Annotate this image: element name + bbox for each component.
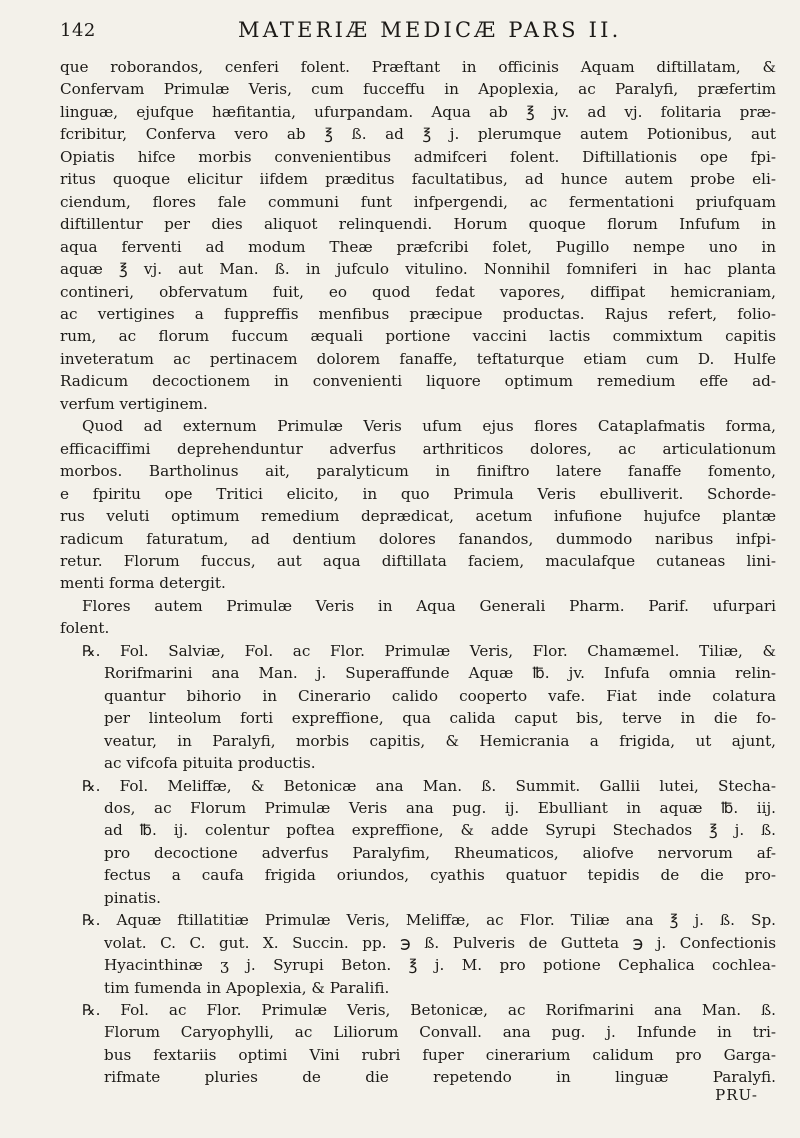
text-line: Flores autem Primulæ Veris in Aqua Generali Pharm. Parif. ufurpari (82, 596, 776, 615)
page-number: 142 (60, 20, 96, 41)
text-line: fectus a caufa frigida oriundos, cyathis quatuor tepidis de die pro- (104, 866, 776, 885)
text-line: quantur bihorio in Cinerario calido cooperto vafe. Fiat inde colatura (104, 686, 776, 705)
text-line: ac vertigines a fuppreffis menfibus præcipue productas. Rajus refert, folio- (60, 304, 776, 323)
text-line: ac vifcofa pituita productis. (104, 754, 316, 773)
text-line: Hyacinthinæ ʒ j. Syrupi Beton. ℥ j. M. pro potione Cephalica cochlea- (104, 956, 776, 975)
text-line: Florum Caryophylli, ac Liliorum Convall. ana pug. j. Infunde in tri- (104, 1023, 776, 1042)
book-page (60, 18, 776, 1128)
text-line: inveteratum ac pertinacem dolorem fanaffe, teftaturque etiam cum D. Hulfe (60, 349, 776, 368)
text-line: ℞. Fol. Meliffæ, & Betonicæ ana Man. ß. Summit. Gallii lutei, Stecha- (82, 776, 776, 795)
text-line: rus veluti optimum remedium deprædicat, acetum infufione hujufce plantæ (60, 507, 776, 526)
text-line: dos, ac Florum Primulæ Veris ana pug. ij. Ebulliant in aquæ ℔. iij. (104, 798, 776, 817)
text-line: retur. Florum fuccus, aut aqua diftillata faciem, maculafque cutaneas lini- (60, 551, 776, 570)
text-line: rum, ac florum fuccum æquali portione vaccini lactis commixtum capitis (60, 327, 776, 346)
text-line: ℞. Aquæ ftillatitiæ Primulæ Veris, Meliffæ, ac Flor. Tiliæ ana ℥ j. ß. Sp. (82, 911, 776, 930)
text-line: ciendum, flores fale communi funt infpergendi, ac fermentationi priufquam (60, 192, 776, 211)
text-line: radicum faturatum, ad dentium dolores fanandos, dummodo naribus infpi- (60, 529, 776, 548)
catchword: PRU- (715, 1086, 758, 1104)
text-line: ad ℔. ij. colentur poftea expreffione, & adde Syrupi Stechados ℥ j. ß. (104, 821, 776, 840)
text-line: fcribitur, Conferva vero ab ℥ ß. ad ℥ j. plerumque autem Potionibus, aut (60, 125, 776, 144)
text-line: pinatis. (104, 888, 161, 907)
text-line: folent. (60, 619, 110, 638)
text-line: aqua ferventi ad modum Theæ præfcribi folet, Pugillo nempe uno in (60, 237, 776, 256)
text-line: rifmate pluries de die repetendo in linguæ Paralyfi. (104, 1068, 776, 1087)
body-text (60, 56, 776, 1089)
text-line: Radicum decoctionem in convenienti liquore optimum remedium effe ad- (60, 372, 776, 391)
text-line: volat. C. C. gut. X. Succin. pp. ℈ ß. Pulveris de Gutteta ℈ j. Confectionis (104, 933, 776, 952)
text-line: efficaciffimi deprehenduntur adverfus arthriticos dolores, ac articulationum (60, 439, 776, 458)
text-line: pro decoctione adverfus Paralyfim, Rheumaticos, aliofve nervorum af- (104, 843, 776, 862)
text-line: per linteolum forti expreffione, qua calida caput bis, terve in die fo- (104, 709, 776, 728)
text-line: e fpiritu ope Tritici elicito, in quo Primula Veris ebulliverit. Schorde- (60, 484, 776, 503)
text-line: morbos. Bartholinus ait, paralyticum in finiftro latere fanaffe fomento, (60, 462, 776, 481)
text-line: Opiatis hifce morbis convenientibus admifceri folent. Diftillationis ope fpi- (60, 147, 776, 166)
text-line: contineri, obfervatum fuit, eo quod fedat vapores, diffipat hemicraniam, (60, 282, 776, 301)
text-line: menti forma detergit. (60, 574, 226, 593)
text-line: tim fumenda in Apoplexia, & Paralifi. (104, 978, 390, 997)
text-line: diftillentur per dies aliquot relinquendi. Horum quoque florum Infufum in (60, 215, 776, 234)
text-line: Confervam Primulæ Veris, cum fucceffu in Apoplexia, ac Paralyfi, præfertim (60, 80, 776, 99)
running-head: MATERIÆ MEDICÆ PARS II. (238, 18, 622, 42)
text-line: verfum vertiginem. (60, 394, 208, 413)
text-line: aquæ ℥ vj. aut Man. ß. in jufculo vitulino. Nonnihil fomniferi in hac planta (60, 260, 776, 279)
text-line: ℞. Fol. Salviæ, Fol. ac Flor. Primulæ Veris, Flor. Chamæmel. Tiliæ, & (82, 641, 776, 660)
text-line: linguæ, ejufque hæfitantia, ufurpandam. Aqua ab ℥ jv. ad vj. folitaria præ- (60, 102, 776, 121)
text-line: bus fextariis optimi Vini rubri fuper cinerarium calidum pro Garga- (104, 1045, 776, 1064)
page-header (60, 18, 776, 56)
text-line: ritus quoque elicitur iifdem præditus facultatibus, ad hunce autem probe eli- (60, 170, 776, 189)
text-line: que roborandos, cenferi folent. Præftant in officinis Aquam diftillatam, & (60, 58, 776, 76)
text-line: Quod ad externum Primulæ Veris ufum ejus flores Cataplafmatis forma, (82, 417, 776, 436)
text-line: ℞. Fol. ac Flor. Primulæ Veris, Betonicæ, ac Rorifmarini ana Man. ß. (82, 1001, 776, 1020)
text-line: Rorifmarini ana Man. j. Superaffunde Aquæ ℔. jv. Infufa omnia relin- (104, 664, 776, 683)
text-line: veatur, in Paralyfi, morbis capitis, & Hemicrania a frigida, ut ajunt, (104, 731, 776, 750)
